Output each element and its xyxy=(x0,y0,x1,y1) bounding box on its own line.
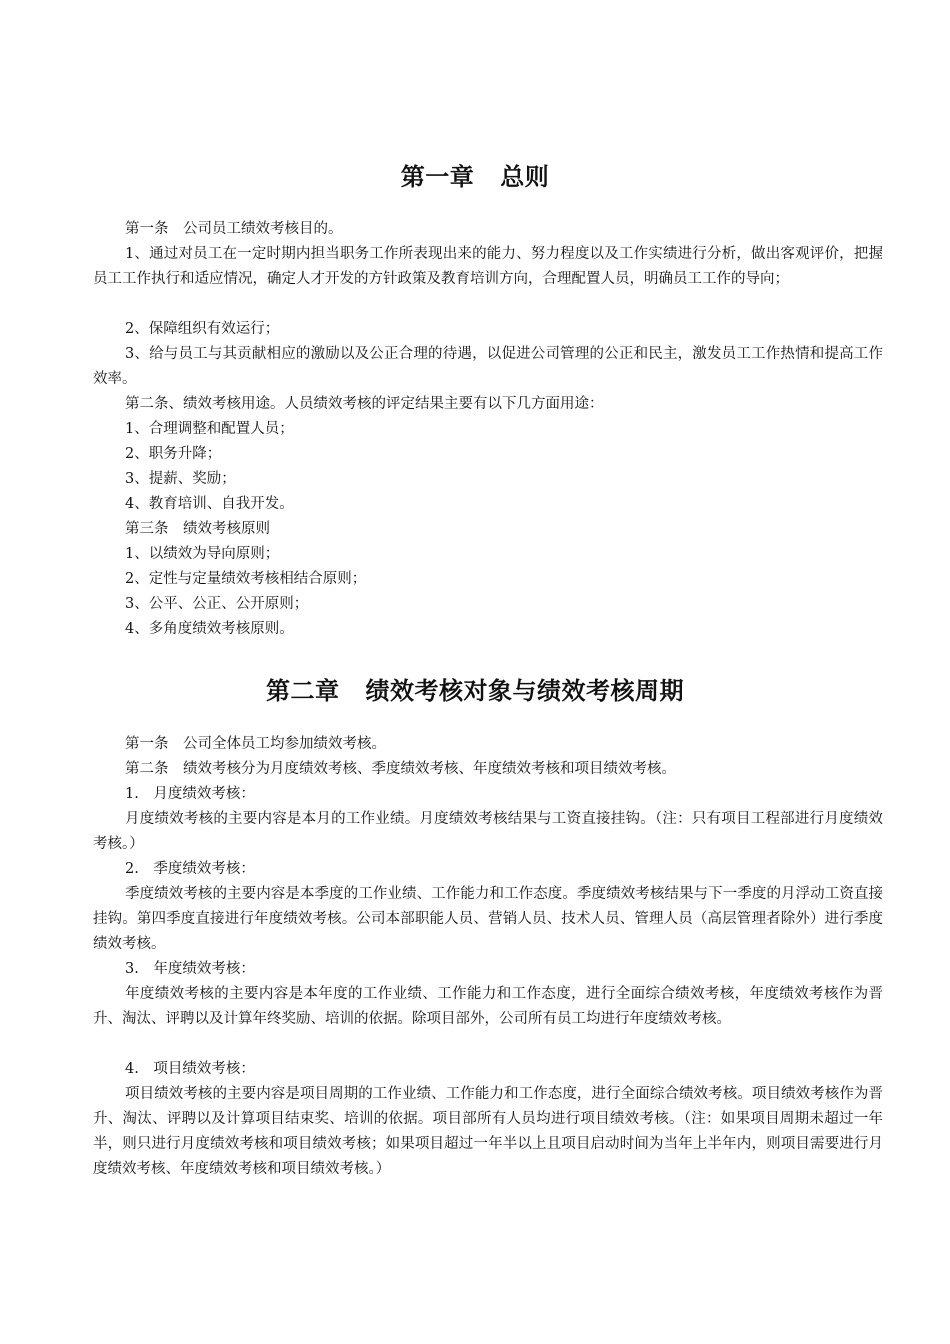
chapter-1-number: 第一章 xyxy=(400,163,475,191)
chapter-1-heading xyxy=(0,157,950,192)
chapter-2-heading xyxy=(0,671,950,706)
ch2-quarterly-body: 季度绩效考核的主要内容是本季度的工作业绩、工作能力和工作态度。季度绩效考核结果与下一季度的月浮动工资直接挂钩。第四季度直接进行年度绩效考核。公司本部职能人员、营销人员、技术人员、管理人员（高层管理者除外）进行季度绩效考核。 xyxy=(93,886,883,952)
ch1-purpose-2: 2、保障组织有效运行； xyxy=(125,321,280,337)
ch2-article-2: 第二条 绩效考核分为月度绩效考核、季度绩效考核、年度绩效考核和项目绩效考核。 xyxy=(125,761,676,777)
ch1-principle-3: 3、公平、公正、公开原则； xyxy=(125,596,309,612)
ch1-principle-1: 1、以绩效为导向原则； xyxy=(125,546,280,562)
ch1-use-2: 2、职务升降； xyxy=(125,446,222,462)
ch1-principle-2: 2、定性与定量绩效考核相结合原则； xyxy=(125,571,367,587)
ch2-quarterly-heading: 2. 季度绩效考核： xyxy=(125,861,255,877)
ch2-article-1: 第一条 公司全体员工均参加绩效考核。 xyxy=(125,736,386,752)
chapter-2-title: 绩效考核对象与绩效考核周期 xyxy=(365,677,684,705)
ch2-monthly-heading: 1. 月度绩效考核： xyxy=(125,786,255,802)
ch1-purpose-3: 3、给与员工与其贡献相应的激励以及公正合理的待遇，以促进公司管理的公正和民主，激发员工工作热情和提高工作效率。 xyxy=(93,346,883,387)
ch2-annual-heading: 3. 年度绩效考核： xyxy=(125,961,255,977)
ch1-article-2: 第二条、绩效考核用途。人员绩效考核的评定结果主要有以下几方面用途： xyxy=(125,396,604,412)
ch1-principle-4: 4、多角度绩效考核原则。 xyxy=(125,621,294,637)
ch2-project-heading: 4. 项目绩效考核： xyxy=(125,1061,255,1077)
chapter-2-number: 第二章 xyxy=(266,677,340,705)
ch2-monthly-body: 月度绩效考核的主要内容是本月的工作业绩。月度绩效考核结果与工资直接挂钩。（注：只有项目工程部进行月度绩效考核。） xyxy=(93,811,883,852)
ch1-purpose-1: 1、通过对员工在一定时期内担当职务工作所表现出来的能力、努力程度以及工作实绩进行分析，做出客观评价，把握员工工作执行和适应情况，确定人才开发的方针政策及教育培训方向，合理配置人员，明确员工工作的导向； xyxy=(93,246,883,287)
ch2-annual-body: 年度绩效考核的主要内容是本年度的工作业绩、工作能力和工作态度，进行全面综合绩效考核，年度绩效考核作为晋升、淘汰、评聘以及计算年终奖励、培训的依据。除项目部外，公司所有员工均进行年度绩效考核。 xyxy=(93,986,883,1027)
ch1-use-3: 3、提薪、奖励； xyxy=(125,471,236,487)
ch1-use-1: 1、合理调整和配置人员； xyxy=(125,421,294,437)
ch1-article-3: 第三条 绩效考核原则 xyxy=(125,521,270,537)
ch1-article-1: 第一条 公司员工绩效考核目的。 xyxy=(125,221,343,237)
chapter-1-title: 总则 xyxy=(500,163,550,191)
ch2-project-body: 项目绩效考核的主要内容是项目周期的工作业绩、工作能力和工作态度，进行全面综合绩效考核。项目绩效考核作为晋升、淘汰、评聘以及计算项目结束奖、培训的依据。项目部所有人员均进行项目绩效考核。（注：如果项目周期未超过一年半，则只进行月度绩效考核和项目绩效考核；如果项目超过一年半以上且项目启动时间为当年上半年内，则项目需要进行月度绩效考核、年度绩效考核和项目绩效考核。） xyxy=(93,1086,883,1177)
ch1-use-4: 4、教育培训、自我开发。 xyxy=(125,496,294,512)
